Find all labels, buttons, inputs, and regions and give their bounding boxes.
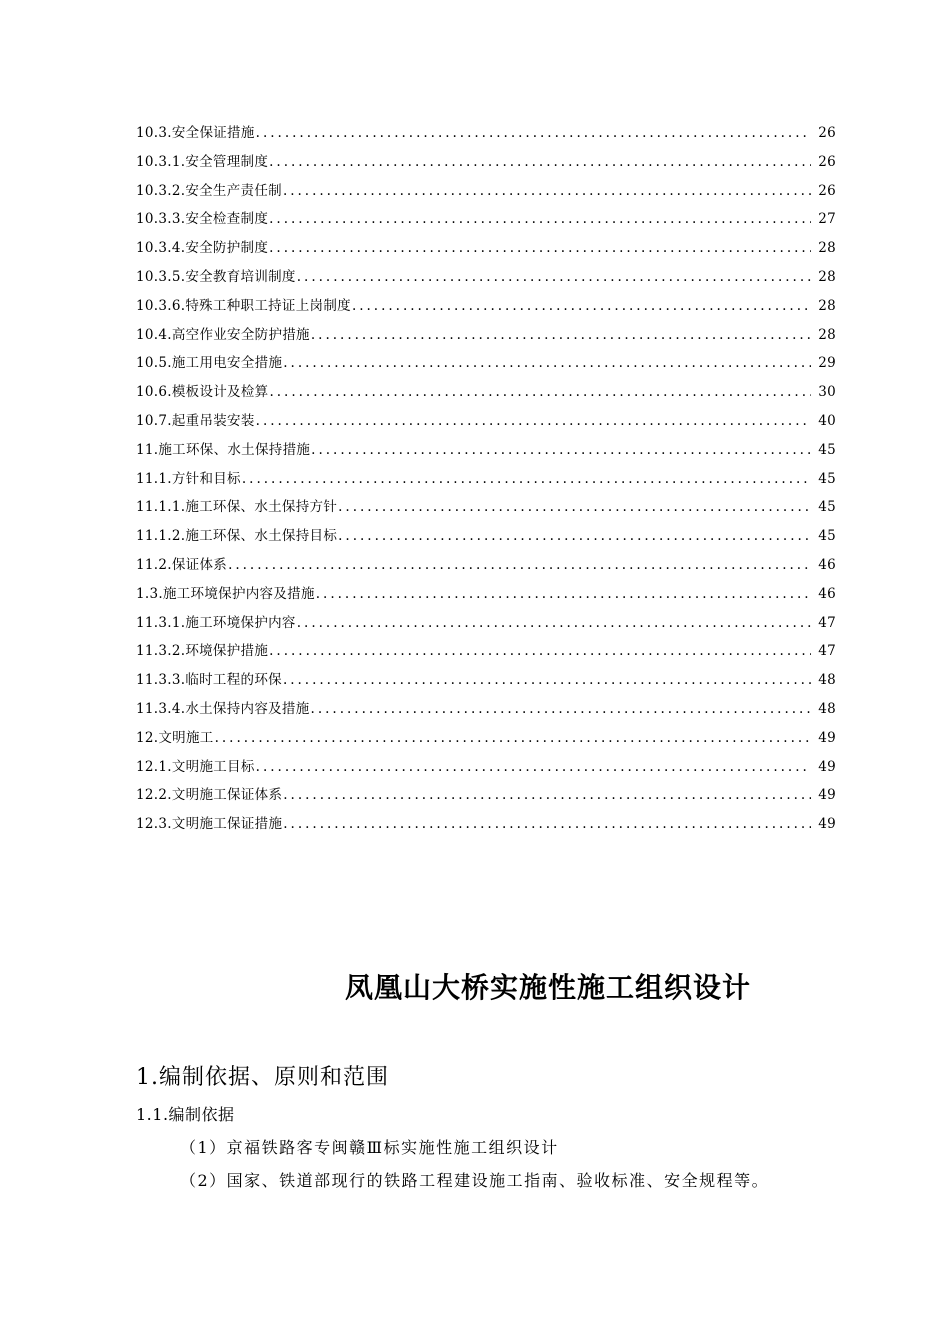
toc-entry-label: 12.文明施工 xyxy=(136,729,214,746)
toc-entry-label: 10.6.模板设计及检算 xyxy=(136,384,269,401)
toc-leader-dots xyxy=(242,468,811,490)
toc-leader-dots xyxy=(269,640,811,662)
toc-leader-dots xyxy=(256,122,811,144)
toc-entry[interactable] xyxy=(136,122,836,151)
toc-entry-page: 45 xyxy=(818,470,836,487)
toc-entry-page: 45 xyxy=(818,528,836,545)
toc-leader-dots xyxy=(283,669,811,691)
toc-entry-page: 49 xyxy=(818,729,836,746)
toc-entry-label: 11.3.1.施工环境保护内容 xyxy=(136,614,296,631)
toc-entry[interactable] xyxy=(136,410,836,439)
toc-entry-page: 49 xyxy=(818,816,836,833)
toc-entry[interactable] xyxy=(136,496,836,525)
body-paragraph: （1）京福铁路客专闽赣Ⅲ标实施性施工组织设计 xyxy=(180,1138,559,1157)
toc-entry[interactable] xyxy=(136,640,836,669)
toc-entry[interactable] xyxy=(136,612,836,641)
toc-entry-page: 28 xyxy=(818,326,836,343)
toc-entry-label: 11.1.2.施工环保、水土保持目标 xyxy=(136,528,338,545)
toc-entry-page: 40 xyxy=(818,412,836,429)
body-paragraph: （2）国家、铁道部现行的铁路工程建设施工指南、验收标准、安全规程等。 xyxy=(180,1171,770,1190)
toc-entry[interactable] xyxy=(136,784,836,813)
toc-entry-label: 11.施工环保、水土保持措施 xyxy=(136,441,311,458)
toc-entry[interactable] xyxy=(136,727,836,756)
toc-entry-label: 11.3.4.水土保持内容及措施 xyxy=(136,700,310,717)
toc-entry-page: 46 xyxy=(818,585,836,602)
toc-entry-label: 12.3.文明施工保证措施 xyxy=(136,816,283,833)
toc-entry[interactable] xyxy=(136,295,836,324)
toc-leader-dots xyxy=(338,496,811,518)
toc-entry-label: 10.3.安全保证措施 xyxy=(136,125,255,141)
toc-leader-dots xyxy=(297,266,811,288)
toc-entry[interactable] xyxy=(136,698,836,727)
document-title: 凤凰山大桥实施性施工组织设计 xyxy=(345,971,752,1004)
toc-leader-dots xyxy=(352,295,811,317)
toc-entry[interactable] xyxy=(136,352,836,381)
toc-entry-label: 11.3.3.临时工程的环保 xyxy=(136,672,282,689)
toc-entry-label: 10.5.施工用电安全措施 xyxy=(136,355,283,372)
toc-entry-page: 46 xyxy=(818,556,836,573)
toc-entry-label: 11.3.2.环境保护措施 xyxy=(136,643,269,660)
toc-entry-page: 30 xyxy=(818,384,836,401)
toc-entry-page: 45 xyxy=(818,441,836,458)
toc-entry-label: 12.1.文明施工目标 xyxy=(136,758,255,775)
toc-leader-dots xyxy=(338,525,811,547)
toc-entry-label: 10.3.4.安全防护制度 xyxy=(136,240,269,257)
toc-entry-page: 49 xyxy=(818,787,836,804)
toc-entry-page: 26 xyxy=(818,153,836,170)
toc-entry-label: 11.1.1.施工环保、水土保持方针 xyxy=(136,499,338,516)
toc-entry[interactable] xyxy=(136,468,836,497)
toc-entry-page: 26 xyxy=(818,182,836,199)
toc-entry-page: 47 xyxy=(818,614,836,631)
toc-entry[interactable] xyxy=(136,525,836,554)
table-of-contents xyxy=(136,122,836,842)
toc-entry-label: 1.3.施工环境保护内容及措施 xyxy=(136,585,315,602)
toc-leader-dots xyxy=(283,784,811,806)
toc-entry-label: 11.1.方针和目标 xyxy=(136,470,241,487)
toc-entry[interactable] xyxy=(136,324,836,353)
toc-entry-page: 48 xyxy=(818,672,836,689)
toc-entry-label: 10.4.高空作业安全防护措施 xyxy=(136,326,310,343)
toc-entry[interactable] xyxy=(136,439,836,468)
toc-leader-dots xyxy=(256,410,811,432)
toc-entry-page: 49 xyxy=(818,758,836,775)
toc-entry-page: 29 xyxy=(818,355,836,372)
toc-entry-label: 10.3.2.安全生产责任制 xyxy=(136,182,282,199)
toc-leader-dots xyxy=(228,554,811,576)
toc-leader-dots xyxy=(283,352,811,374)
toc-entry-page: 28 xyxy=(818,240,836,257)
toc-leader-dots xyxy=(269,151,811,173)
toc-leader-dots xyxy=(269,208,811,230)
toc-leader-dots xyxy=(283,813,811,835)
toc-entry-label: 10.3.3.安全检查制度 xyxy=(136,211,269,228)
toc-leader-dots xyxy=(316,583,811,605)
toc-entry[interactable] xyxy=(136,756,836,785)
toc-entry[interactable] xyxy=(136,208,836,237)
toc-entry-label: 10.3.1.安全管理制度 xyxy=(136,153,269,170)
toc-entry[interactable] xyxy=(136,669,836,698)
toc-entry-label: 11.2.保证体系 xyxy=(136,556,228,573)
toc-leader-dots xyxy=(311,439,811,461)
subsection-heading: 1.1.编制依据 xyxy=(136,1105,235,1124)
section-heading: 1.编制依据、原则和范围 xyxy=(136,1065,389,1090)
toc-entry-page: 28 xyxy=(818,268,836,285)
toc-entry[interactable] xyxy=(136,554,836,583)
toc-entry-page: 27 xyxy=(818,211,836,228)
toc-entry[interactable] xyxy=(136,381,836,410)
toc-entry-page: 45 xyxy=(818,499,836,516)
toc-leader-dots xyxy=(256,756,811,778)
toc-entry-page: 28 xyxy=(818,297,836,314)
toc-entry-label: 10.3.5.安全教育培训制度 xyxy=(136,268,296,285)
toc-entry[interactable] xyxy=(136,151,836,180)
toc-leader-dots xyxy=(269,237,811,259)
toc-entry-label: 10.7.起重吊装安装 xyxy=(136,412,255,429)
toc-entry-page: 26 xyxy=(818,125,836,141)
toc-leader-dots xyxy=(297,612,811,634)
toc-leader-dots xyxy=(311,324,811,346)
toc-entry[interactable] xyxy=(136,813,836,842)
toc-entry[interactable] xyxy=(136,266,836,295)
toc-leader-dots xyxy=(215,727,811,749)
toc-entry-page: 47 xyxy=(818,643,836,660)
toc-entry-label: 10.3.6.特殊工种职工持证上岗制度 xyxy=(136,297,351,314)
toc-leader-dots xyxy=(269,381,811,403)
toc-leader-dots xyxy=(283,180,811,202)
toc-entry[interactable] xyxy=(136,583,836,612)
toc-entry[interactable] xyxy=(136,180,836,209)
toc-entry-label: 12.2.文明施工保证体系 xyxy=(136,787,283,804)
toc-leader-dots xyxy=(311,698,811,720)
toc-entry-page: 48 xyxy=(818,700,836,717)
toc-entry[interactable] xyxy=(136,237,836,266)
